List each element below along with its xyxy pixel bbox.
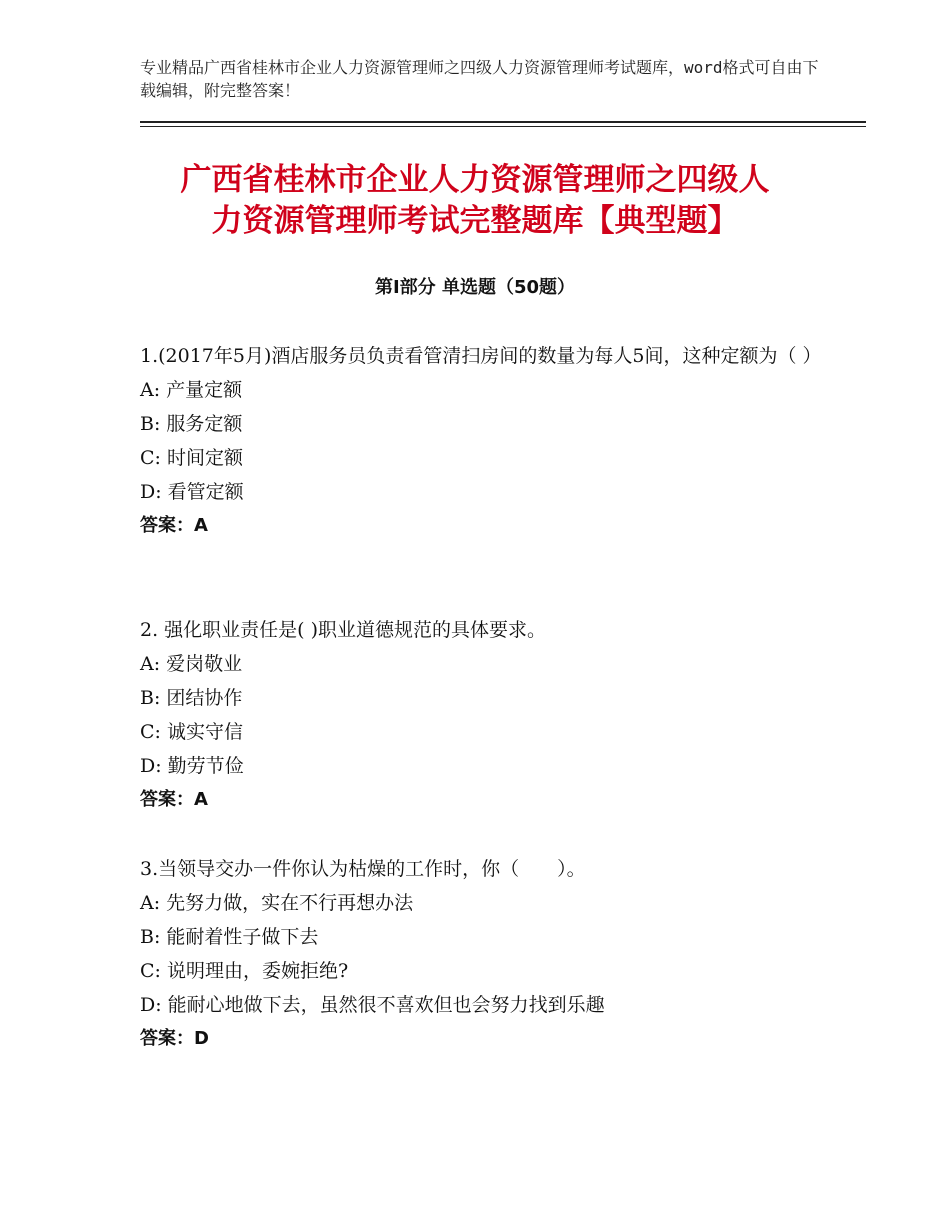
option-a: A: 爱岗敬业	[140, 653, 243, 675]
option-b: B: 服务定额	[140, 413, 243, 435]
option-a: A: 产量定额	[140, 379, 243, 401]
document-title	[100, 160, 850, 242]
document-title-line-1: 广西省桂林市企业人力资源管理师之四级人	[180, 162, 770, 198]
answer: 答案：A	[140, 515, 208, 536]
option-c: C: 说明理由，委婉拒绝?	[140, 960, 349, 982]
question-text: 3.当领导交办一件你认为枯燥的工作时，你（ ）。	[140, 858, 586, 880]
option-c: C: 时间定额	[140, 447, 243, 469]
option-d: D: 勤劳节俭	[140, 755, 244, 777]
question-1	[140, 340, 840, 543]
header-rule-thick	[140, 121, 866, 123]
header-note: 专业精品广西省桂林市企业人力资源管理师之四级人力资源管理师考试题库，word格式可自由下载编辑，附完整答案！	[140, 58, 819, 100]
section-title: 第Ⅰ部分 单选题（50题）	[374, 277, 575, 298]
option-c: C: 诚实守信	[140, 721, 243, 743]
answer: 答案：A	[140, 789, 208, 810]
option-b: B: 能耐着性子做下去	[140, 926, 319, 948]
question-text: 2. 强化职业责任是( )职业道德规范的具体要求。	[140, 619, 547, 641]
option-a: A: 先努力做，实在不行再想办法	[140, 892, 414, 914]
header-rule-thin	[140, 126, 866, 127]
answer: 答案：D	[140, 1028, 209, 1049]
question-text: 1.(2017年5月)酒店服务员负责看管清扫房间的数量为每人5间，这种定额为（ ）	[140, 345, 822, 367]
document-title-line-2: 力资源管理师考试完整题库【典型题】	[211, 203, 739, 239]
option-d: D: 看管定额	[140, 481, 244, 503]
option-b: B: 团结协作	[140, 687, 243, 709]
option-d: D: 能耐心地做下去，虽然很不喜欢但也会努力找到乐趣	[140, 994, 605, 1016]
question-2	[140, 614, 840, 817]
question-3	[140, 853, 840, 1056]
